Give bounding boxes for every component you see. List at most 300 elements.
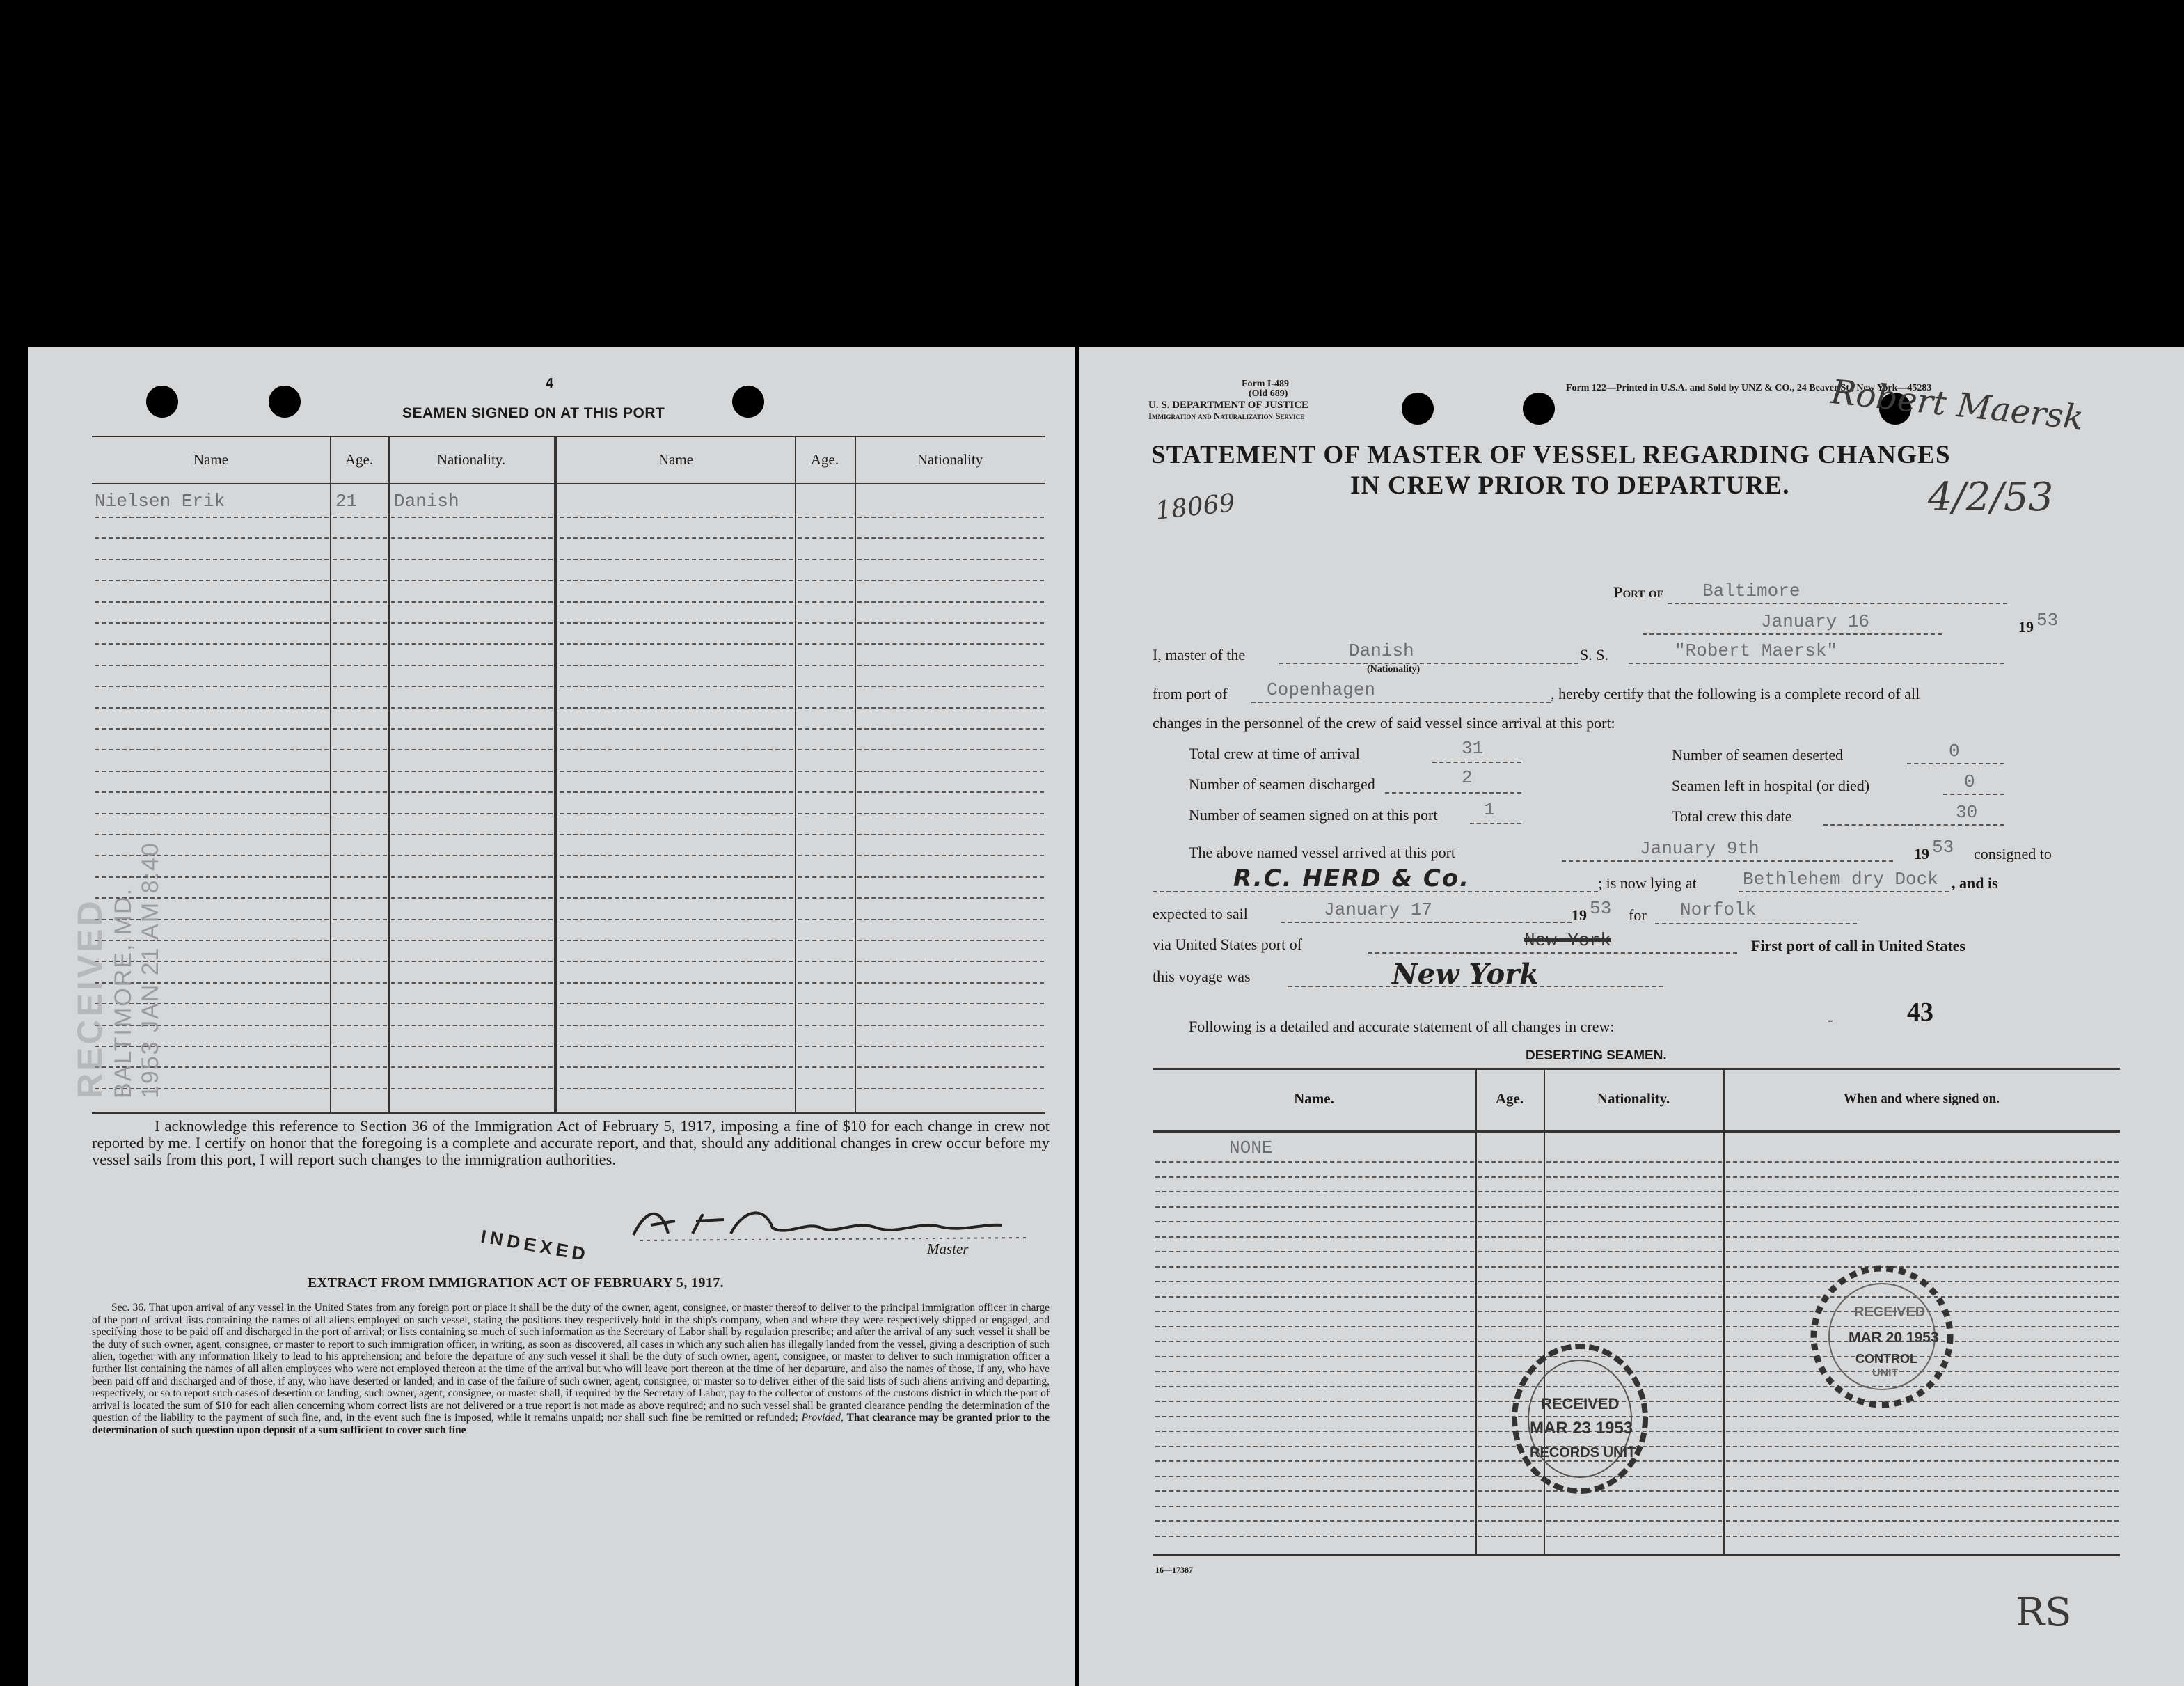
table-row-rule [391, 813, 553, 814]
table-row-rule [857, 1025, 1044, 1026]
table-row-rule [95, 559, 329, 560]
from-port-label: from port of [1153, 685, 1228, 702]
table-row-rule [391, 686, 553, 687]
deserter-name: NONE [1229, 1137, 1273, 1158]
table-row-rule [857, 686, 1044, 687]
fill-line [1470, 823, 1521, 824]
records-unit-stamp [1510, 1342, 1649, 1495]
hospital-label: Seamen left in hospital (or died) [1672, 777, 1870, 794]
fill-line [1281, 922, 1572, 923]
table-row-rule [1478, 1236, 1542, 1238]
table-row-rule [798, 771, 853, 772]
table-row-rule [857, 961, 1044, 962]
table-row-rule [391, 771, 553, 772]
table-row-rule [798, 791, 853, 793]
proviso-body: That clearance may be granted prior to the determination of such question upon deposit of a sum sufficient to cover such fine [92, 1412, 1050, 1436]
year-prefix: 19 [2018, 618, 2034, 636]
table-row-rule [1726, 1221, 2119, 1222]
following-text: Following is a detailed and accurate statement of all changes in crew: [1189, 1018, 1615, 1035]
table-row-rule [798, 517, 853, 518]
ship-name-value: "Robert Maersk" [1675, 640, 1838, 661]
table-row-rule [798, 686, 853, 687]
consignee-value: R.C. HERD & Co. [1233, 865, 1471, 892]
table-row-rule [1155, 1161, 1474, 1163]
column-divider [855, 436, 856, 1112]
table-row-rule [798, 834, 853, 835]
column-divider [795, 436, 796, 1112]
table-row-rule [560, 665, 793, 666]
table-row-rule [857, 940, 1044, 941]
port-label: Port of [1613, 583, 1663, 601]
handwritten-initials: RS [2016, 1590, 2072, 1635]
table-row-rule [333, 1088, 387, 1089]
fill-line [1668, 603, 2007, 604]
indexed-stamp: INDEXED [479, 1225, 592, 1266]
table-row-rule [1155, 1401, 1474, 1402]
port-value: Baltimore [1702, 581, 1801, 601]
form-number: Form I-489 [1242, 379, 1290, 389]
table-row-rule [1478, 1506, 1542, 1507]
table-row-rule [95, 517, 329, 518]
via-value-struck: New York [1524, 930, 1611, 951]
old-form-number: (Old 689) [1249, 388, 1288, 399]
fill-line [1643, 633, 1942, 635]
table-row-rule [391, 1025, 553, 1026]
table-bottom-rule [1153, 1554, 2120, 1556]
col-header-name: Name [193, 451, 229, 468]
table-row-rule [1726, 1536, 2119, 1537]
table-row-rule [798, 1066, 853, 1068]
table-row-rule [1155, 1356, 1474, 1357]
extract-title: EXTRACT FROM IMMIGRATION ACT OF FEBRUARY 5, 1917. [308, 1275, 724, 1291]
col-header-nationality: Nationality. [436, 451, 506, 468]
table-row-rule [95, 749, 329, 750]
fill-line [1432, 762, 1521, 763]
section-36-text [92, 1302, 1050, 1437]
punch-hole [732, 386, 764, 418]
handwritten-number: 18069 [1154, 489, 1237, 526]
lying-value: Bethlehem dry Dock [1743, 869, 1938, 890]
table-row-rule [333, 707, 387, 709]
table-row-rule [1155, 1341, 1474, 1342]
table-row-rule [1155, 1476, 1474, 1477]
table-row-rule [798, 1003, 853, 1004]
certify-text: , hereby certify that the following is a complete record of all [1551, 685, 1920, 702]
table-row-rule [560, 897, 793, 899]
table-row-rule [333, 686, 387, 687]
table-row-rule [798, 813, 853, 814]
table-row-rule [857, 791, 1044, 793]
discharged-label: Number of seamen discharged [1189, 775, 1375, 793]
table-row-rule [1155, 1326, 1474, 1327]
table-row-rule [1155, 1460, 1474, 1462]
col-header-age: Age. [1495, 1090, 1524, 1107]
table-row-rule [391, 1046, 553, 1047]
seaman-nationality: Danish [394, 491, 459, 512]
table-row-rule [1155, 1311, 1474, 1312]
table-row-rule [798, 1025, 853, 1026]
table-row-rule [391, 940, 553, 941]
table-row-rule [560, 813, 793, 814]
right-page [1079, 347, 2184, 1686]
table-row-rule [857, 643, 1044, 645]
total-date-label: Total crew this date [1672, 807, 1792, 825]
table-row-rule [333, 728, 387, 730]
table-row-rule [95, 580, 329, 581]
table-row-rule [391, 791, 553, 793]
fill-line [1279, 663, 1578, 664]
signed-on-label: Number of seamen signed on at this port [1189, 806, 1438, 824]
table-row-rule [798, 643, 853, 645]
table-row-rule [798, 940, 853, 941]
table-row-rule [333, 1046, 387, 1047]
punch-hole [146, 386, 178, 418]
table-row-rule [391, 601, 553, 603]
total-arrival-value: 31 [1462, 738, 1484, 759]
year-prefix: 19 [1914, 845, 1929, 862]
table-row-rule [333, 1003, 387, 1004]
from-port-value: Copenhagen [1267, 679, 1376, 700]
table-row-rule [391, 1088, 553, 1089]
stamp-line: CONTROL [1855, 1352, 1917, 1366]
table-row-rule [1478, 1266, 1542, 1268]
table-row-rule [857, 537, 1044, 539]
table-row-rule [857, 707, 1044, 709]
ss-label: S. S. [1580, 646, 1608, 663]
table-row-rule [1546, 1176, 1722, 1178]
deserted-label: Number of seamen deserted [1672, 746, 1844, 764]
sail-value: January 17 [1324, 899, 1433, 920]
table-row-rule [560, 919, 793, 920]
table-row-rule [1155, 1506, 1474, 1507]
table-row-rule [333, 517, 387, 518]
table-row-rule [391, 643, 553, 645]
page-number: 4 [546, 376, 554, 391]
table-row-rule [1726, 1490, 2119, 1492]
column-divider [554, 436, 557, 1112]
table-row-rule [1546, 1536, 1722, 1537]
table-row-rule [560, 537, 793, 539]
table-row-rule [1726, 1460, 2119, 1462]
table-row-rule [560, 686, 793, 687]
table-row-rule [560, 622, 793, 624]
table-row-rule [857, 919, 1044, 920]
table-row-rule [1726, 1206, 2119, 1208]
table-row-rule [1155, 1296, 1474, 1298]
table-row-rule [333, 1025, 387, 1026]
table-row-rule [1478, 1176, 1542, 1178]
table-row-rule [333, 559, 387, 560]
stamp-line: BALTIMORE, MD. [110, 887, 136, 1098]
table-row-rule [1726, 1236, 2119, 1238]
table-row-rule [798, 601, 853, 603]
table-row-rule [391, 707, 553, 709]
service-name: Immigration and Naturalization Service [1148, 411, 1305, 421]
table-row-rule [560, 517, 793, 518]
table-row-rule [1726, 1446, 2119, 1447]
column-divider [330, 436, 331, 1112]
table-row-rule [333, 982, 387, 984]
seaman-name: Nielsen Erik [95, 491, 225, 512]
table-row-rule [95, 643, 329, 645]
table-row-rule [857, 1046, 1044, 1047]
table-row-rule [1155, 1386, 1474, 1387]
acknowledgement-text: I acknowledge this reference to Section 36 of the Immigration Act of February 5, 1917, imposing a fine of $10 for each change in crew not reported by me. I certify on honor that the foregoing is a complete and accurate report, and that, should any additional changes in crew occur before my vessel sails from this port, I will report such changes to the immigration authorities. [92, 1117, 1050, 1168]
table-row-rule [391, 897, 553, 899]
table-row-rule [857, 1066, 1044, 1068]
stamp-date: MAR 20 1953 [1849, 1330, 1939, 1346]
col-header-signed-on: When and where signed on. [1843, 1092, 2000, 1106]
table-row-rule [857, 834, 1044, 835]
table-row-rule [95, 834, 329, 835]
table-row-rule [798, 919, 853, 920]
col-header-age: Age. [810, 451, 839, 468]
form-title-line2: IN CREW PRIOR TO DEPARTURE. [1350, 471, 1790, 500]
table-row-rule [560, 1046, 793, 1047]
punch-hole [269, 386, 301, 418]
table-top-rule [1153, 1068, 2120, 1070]
table-row-rule [95, 728, 329, 730]
table-row-rule [1155, 1266, 1474, 1268]
fill-line [1368, 952, 1737, 954]
handwritten-date: 4/2/53 [1928, 475, 2054, 520]
table-row-rule [391, 1066, 553, 1068]
table-row-rule [1155, 1281, 1474, 1282]
table-row-rule [1155, 1416, 1474, 1417]
table-row-rule [391, 919, 553, 920]
punch-hole [1523, 393, 1555, 425]
control-unit-stamp [1808, 1263, 1956, 1410]
table-row-rule [95, 622, 329, 624]
total-date-value: 30 [1956, 802, 1978, 823]
table-row-rule [1478, 1536, 1542, 1537]
column-divider [388, 436, 390, 1112]
arrived-label: The above named vessel arrived at this port [1189, 844, 1456, 861]
master-of-label: I, master of the [1153, 646, 1246, 663]
table-row-rule [1478, 1161, 1542, 1163]
table-row-rule [333, 791, 387, 793]
table-row-rule [857, 728, 1044, 730]
table-row-rule [391, 537, 553, 539]
hospital-value: 0 [1964, 771, 1975, 792]
table-row-rule [333, 897, 387, 899]
table-row-rule [857, 771, 1044, 772]
table-row-rule [1546, 1161, 1722, 1163]
consigned-label: consigned to [1974, 845, 2052, 862]
table-row-rule [560, 791, 793, 793]
table-row-rule [95, 537, 329, 539]
date-value: January 16 [1761, 611, 1870, 632]
table-row-rule [798, 728, 853, 730]
table-row-rule [560, 876, 793, 878]
deserting-title: DESERTING SEAMEN. [1526, 1048, 1667, 1063]
table-row-rule [857, 855, 1044, 856]
table-row-rule [798, 622, 853, 624]
table-row-rule [560, 855, 793, 856]
col-header-nationality: Nationality [917, 451, 983, 468]
table-row-rule [95, 771, 329, 772]
table-row-rule [1726, 1506, 2119, 1507]
table-row-rule [560, 643, 793, 645]
left-page-title: SEAMEN SIGNED ON AT THIS PORT [402, 405, 665, 421]
table-row-rule [1155, 1520, 1474, 1522]
table-row-rule [1546, 1251, 1722, 1252]
sail-label: expected to sail [1153, 905, 1248, 922]
table-row-rule [333, 771, 387, 772]
table-row-rule [333, 643, 387, 645]
left-page [28, 347, 1075, 1686]
stamp-line: RECEIVED [1854, 1305, 1926, 1320]
table-row-rule [1478, 1296, 1542, 1298]
printer-line: Form 122—Printed in U.S.A. and Sold by UNZ & CO., 24 Beaver St., New York—45283 [1566, 383, 1932, 393]
column-divider [1723, 1068, 1725, 1554]
table-row-rule [798, 665, 853, 666]
table-row-rule [798, 559, 853, 560]
table-row-rule [1726, 1520, 2119, 1522]
table-row-rule [857, 622, 1044, 624]
fill-line [1739, 891, 1949, 892]
table-row-rule [391, 559, 553, 560]
table-row-rule [560, 728, 793, 730]
fill-line [1385, 792, 1521, 794]
table-row-rule [560, 982, 793, 984]
arrived-value: January 9th [1640, 838, 1759, 859]
table-row-rule [391, 517, 553, 518]
table-row-rule [1478, 1311, 1542, 1312]
table-row-rule [391, 876, 553, 878]
table-row-rule [1726, 1161, 2119, 1163]
table-row-rule [798, 580, 853, 581]
table-row-rule [1478, 1326, 1542, 1327]
table-row-rule [1478, 1221, 1542, 1222]
col-header-name: Name. [1294, 1090, 1334, 1107]
table-row-rule [857, 601, 1044, 603]
received-stamp-vertical [70, 842, 164, 1098]
table-row-rule [1155, 1536, 1474, 1537]
table-top-rule [92, 436, 1045, 437]
for-label: for [1629, 906, 1647, 924]
table-row-rule [798, 749, 853, 750]
table-row-rule [95, 686, 329, 687]
table-row-rule [391, 749, 553, 750]
signed-on-value: 1 [1484, 799, 1495, 820]
table-row-rule [560, 1066, 793, 1068]
lying-label: ; is now lying at [1598, 874, 1697, 892]
table-bottom-rule [92, 1112, 1045, 1114]
table-row-rule [1478, 1206, 1542, 1208]
table-row-rule [857, 876, 1044, 878]
table-row-rule [95, 601, 329, 603]
page-count: 43 [1907, 998, 1933, 1027]
table-row-rule [1478, 1191, 1542, 1192]
table-row-rule [560, 961, 793, 962]
col-header-nationality: Nationality. [1597, 1090, 1670, 1107]
table-row-rule [857, 749, 1044, 750]
table-row-rule [1155, 1431, 1474, 1432]
table-row-rule [1478, 1251, 1542, 1252]
table-row-rule [857, 580, 1044, 581]
table-row-rule [95, 665, 329, 666]
fill-line [1629, 663, 2004, 664]
via-label: via United States port of [1153, 936, 1303, 953]
table-row-rule [560, 834, 793, 835]
table-row-rule [1546, 1520, 1722, 1522]
table-row-rule [798, 707, 853, 709]
first-port-label: First port of call in United States [1751, 937, 1965, 954]
table-row-rule [1546, 1206, 1722, 1208]
table-row-rule [560, 580, 793, 581]
table-row-rule [1155, 1191, 1474, 1192]
table-row-rule [333, 813, 387, 814]
for-value: Norfolk [1680, 899, 1757, 920]
table-row-rule [1155, 1221, 1474, 1222]
table-row-rule [1478, 1281, 1542, 1282]
table-row-rule [798, 982, 853, 984]
table-row-rule [333, 1066, 387, 1068]
nationality-value: Danish [1349, 640, 1414, 661]
table-row-rule [333, 961, 387, 962]
table-row-rule [1155, 1371, 1474, 1372]
table-row-rule [333, 622, 387, 624]
form-title-line1: STATEMENT OF MASTER OF VESSEL REGARDING CHANGES [1151, 441, 1951, 469]
fill-line [1943, 794, 2004, 795]
proviso-label: Provided, [801, 1412, 844, 1424]
stamp-line: RECEIVED [1541, 1395, 1620, 1412]
table-row-rule [1726, 1416, 2119, 1417]
fill-line [1655, 923, 1857, 924]
table-row-rule [1546, 1506, 1722, 1507]
table-row-rule [857, 559, 1044, 560]
table-row-rule [391, 580, 553, 581]
table-header-rule [1153, 1130, 2120, 1133]
table-row-rule [798, 537, 853, 539]
table-row-rule [333, 537, 387, 539]
table-row-rule [798, 1046, 853, 1047]
table-row-rule [1155, 1236, 1474, 1238]
table-row-rule [391, 834, 553, 835]
voyage-label: this voyage was [1153, 968, 1251, 985]
table-row-rule [1546, 1236, 1722, 1238]
table-row-rule [1155, 1206, 1474, 1208]
table-row-rule [560, 601, 793, 603]
table-row-rule [1546, 1296, 1722, 1298]
table-row-rule [1726, 1476, 2119, 1477]
table-row-rule [798, 1088, 853, 1089]
master-label: Master [927, 1240, 969, 1257]
discharged-value: 2 [1462, 767, 1473, 788]
stamp-line: UNIT [1872, 1367, 1899, 1379]
changes-text: changes in the personnel of the crew of said vessel since arrival at this port: [1153, 714, 1615, 732]
table-row-rule [1155, 1490, 1474, 1492]
table-row-rule [560, 749, 793, 750]
table-row-rule [391, 855, 553, 856]
fill-line [1907, 763, 2004, 764]
total-arrival-label: Total crew at time of arrival [1189, 745, 1360, 762]
table-row-rule [95, 791, 329, 793]
arrived-year: 53 [1932, 837, 1954, 858]
table-row-rule [333, 940, 387, 941]
table-row-rule [391, 961, 553, 962]
table-row-rule [857, 813, 1044, 814]
department-name: U. S. DEPARTMENT OF JUSTICE [1148, 400, 1309, 411]
table-row-rule [1726, 1191, 2119, 1192]
table-row-rule [1155, 1251, 1474, 1252]
sail-year: 53 [1590, 898, 1612, 919]
table-row-rule [560, 707, 793, 709]
table-row-rule [333, 855, 387, 856]
master-signature-image [626, 1200, 1044, 1249]
table-row-rule [857, 665, 1044, 666]
